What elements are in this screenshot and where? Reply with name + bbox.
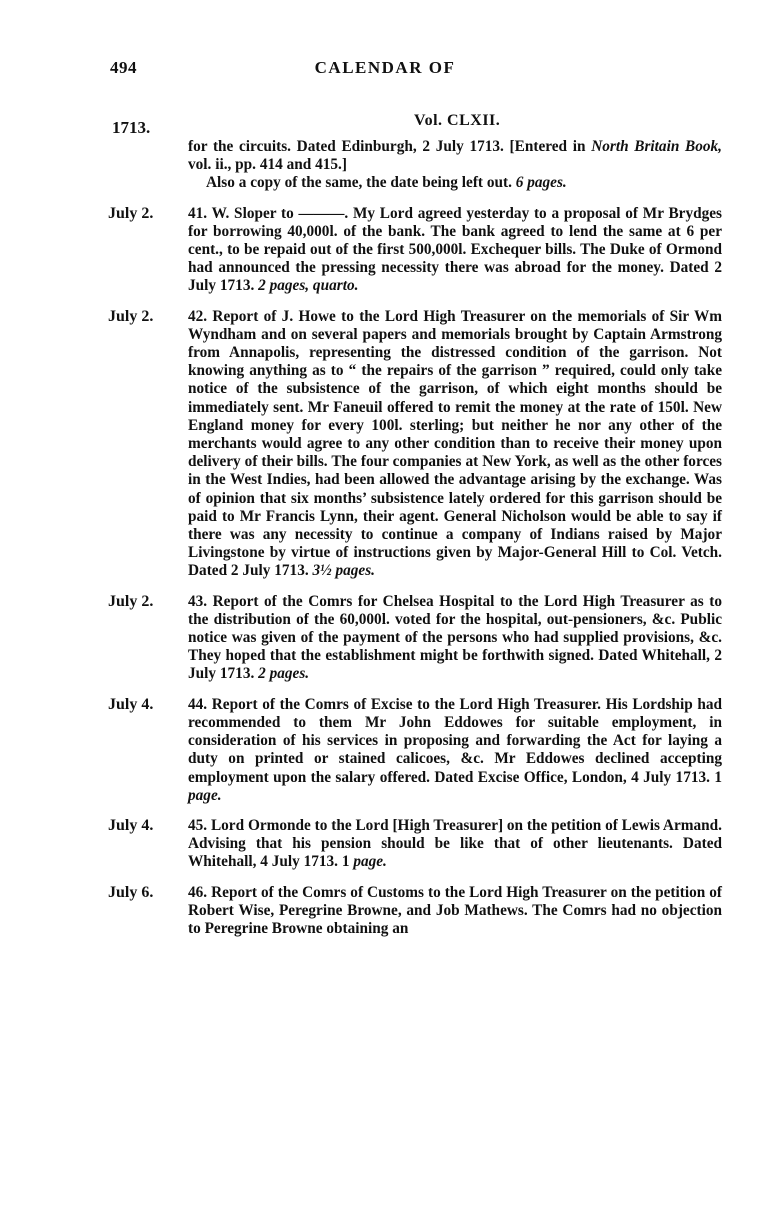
page-number: 494 [110, 58, 137, 77]
entry-44 [0, 696, 770, 805]
entry-date: July 2. [108, 307, 154, 325]
entry-45 [0, 817, 770, 872]
entry-date: July 2. [108, 592, 154, 610]
entry-text: 41. W. Sloper to ———. My Lord agreed yesterday to a proposal of Mr Brydges for borrowing 40,000l. of the bank. The bank agreed to lend the same at 6 per cent., to be repaid out of the first 500,000l. Exchequer bills. The Duke of Ormond had announced the pressing necessity there was abroad for the money. Dated 2 July 1713. 2 pages, quarto. [188, 204, 722, 295]
entry-date: July 4. [108, 816, 154, 834]
entry-date: July 6. [108, 883, 154, 901]
calendar-entries [0, 138, 770, 950]
entry-continuation [0, 138, 770, 193]
entry-text: 46. Report of the Comrs of Customs to the Lord High Treasurer on the petition of Robert Wise, Peregrine Browne, and Job Mathews. The Comrs had no objection to Peregrine Browne obtaining an [188, 883, 722, 937]
entry-text: 42. Report of J. Howe to the Lord High Treasurer on the memorials of Sir Wm Wyndham and on several papers and memorials brought by Captain Armstrong from Annapolis, representing the distressed condition of the garrison. Not knowing anything as to “ the repairs of the garrison ” required, could only take notice of the subsistence of the garrison, of which eight months should be immediately sent. Mr Faneuil offered to remit the money at the rate of 150l. New England money for every 100l. sterling; but neither he nor any other of the merchants would agree to any other condition than to receive their money upon delivery of their bills. The four companies at New York, as well as the other forces in the West Indies, had been allowed the advantage arising by the exchange. Was of opinion that six months’ subsistence lately ordered for this garrison should be paid to Mr Francis Lynn, their agent. General Nicholson would be able to say if there was any necessity to continue a company of Indians raised by Major Livingstone by virtue of instructions given by Major-General Hill to Col. Vetch. Dated 2 July 1713. 3½ pages. [188, 307, 722, 580]
entry-41 [0, 205, 770, 296]
entry-43 [0, 593, 770, 684]
entry-subtext: Also a copy of the same, the date being left out. 6 pages. [206, 174, 567, 192]
volume-label: Vol. CLXII. [414, 112, 501, 129]
entry-42 [0, 308, 770, 581]
entry-text: 43. Report of the Comrs for Chelsea Hospital to the Lord High Treasurer as to the distribution of the 60,000l. voted for the hospital, out-pensioners, &c. Public notice was given of the payment of the persons who had supplied provisions, &c. They hoped that the establishment might be forthwith signed. Dated Whitehall, 2 July 1713. 2 pages. [188, 592, 722, 683]
margin-year: 1713. [112, 118, 151, 137]
entry-text: 44. Report of the Comrs of Excise to the Lord High Treasurer. His Lordship had recommended to them Mr John Eddowes for suitable employment, in consideration of his services in proposing and forwarding the Act for laying a duty on printed or stained calicoes, &c. Mr Eddowes declined accepting employment upon the salary offered. Dated Excise Office, London, 4 July 1713. 1 page. [188, 695, 722, 804]
entry-text: for the circuits. Dated Edinburgh, 2 July 1713. [Entered in North Britain Book, vol. ii., pp. 414 and 415.] [188, 138, 722, 174]
entry-date: July 4. [108, 695, 154, 713]
entry-46 [0, 884, 770, 939]
entry-date: July 2. [108, 204, 154, 222]
running-title: CALENDAR OF [314, 58, 456, 77]
entry-text: 45. Lord Ormonde to the Lord [High Treasurer] on the petition of Lewis Armand. Advising that his pension should be like that of other lieutenants. Dated Whitehall, 4 July 1713. 1 page. [188, 816, 722, 871]
